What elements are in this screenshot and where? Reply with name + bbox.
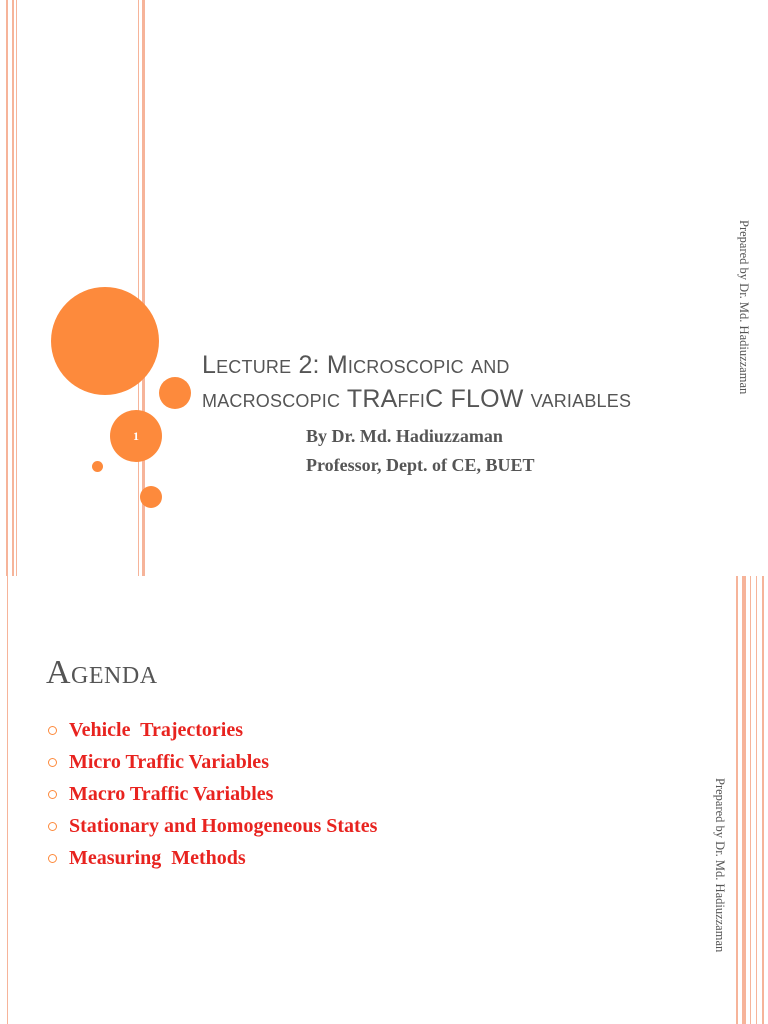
decorative-line xyxy=(7,576,8,1024)
author-line: By Dr. Md. Hadiuzzaman xyxy=(306,426,503,446)
small-circle-decoration xyxy=(92,461,103,472)
agenda-item-label: Micro Traffic Variables xyxy=(69,750,269,773)
agenda-title: Agenda xyxy=(46,654,158,691)
bullet-circle-icon xyxy=(48,726,57,735)
slide-number-badge: 1 xyxy=(110,410,162,462)
list-item xyxy=(48,746,377,778)
agenda-slide xyxy=(0,576,768,1024)
bullet-circle-icon xyxy=(48,758,57,767)
small-circle-decoration xyxy=(140,486,162,508)
list-item xyxy=(48,842,377,874)
title-line-2: macroscopic TRAffiC FLOW variables xyxy=(202,385,632,413)
title-line-1: Lecture 2: Microscopic and xyxy=(202,351,510,379)
slide-title xyxy=(202,348,722,416)
decorative-line xyxy=(756,576,757,1024)
vertical-footer: Prepared by Dr. Md. Hadiuzzaman xyxy=(713,778,727,953)
decorative-line xyxy=(12,0,14,576)
affiliation-line: Professor, Dept. of CE, BUET xyxy=(306,455,535,475)
agenda-list xyxy=(48,714,377,874)
vertical-footer: Prepared by Dr. Md. Hadiuzzaman xyxy=(737,220,751,395)
agenda-item-label: Macro Traffic Variables xyxy=(69,782,274,805)
decorative-line xyxy=(750,576,751,1024)
large-circle-decoration xyxy=(51,287,159,395)
decorative-line xyxy=(742,576,746,1024)
agenda-item-label: Vehicle Trajectories xyxy=(69,718,244,741)
decorative-line xyxy=(736,576,738,1024)
list-item xyxy=(48,714,377,746)
bullet-circle-icon xyxy=(48,822,57,831)
decorative-line xyxy=(6,0,8,576)
bullet-circle-icon xyxy=(48,790,57,799)
agenda-item-label: Stationary and Homogeneous States xyxy=(69,814,378,837)
agenda-item-label: Measuring Methods xyxy=(69,846,246,869)
medium-circle-decoration xyxy=(159,377,191,409)
decorative-line xyxy=(762,576,764,1024)
bullet-circle-icon xyxy=(48,854,57,863)
decorative-line xyxy=(138,0,139,576)
list-item xyxy=(48,778,377,810)
decorative-line xyxy=(16,0,17,576)
list-item xyxy=(48,810,377,842)
